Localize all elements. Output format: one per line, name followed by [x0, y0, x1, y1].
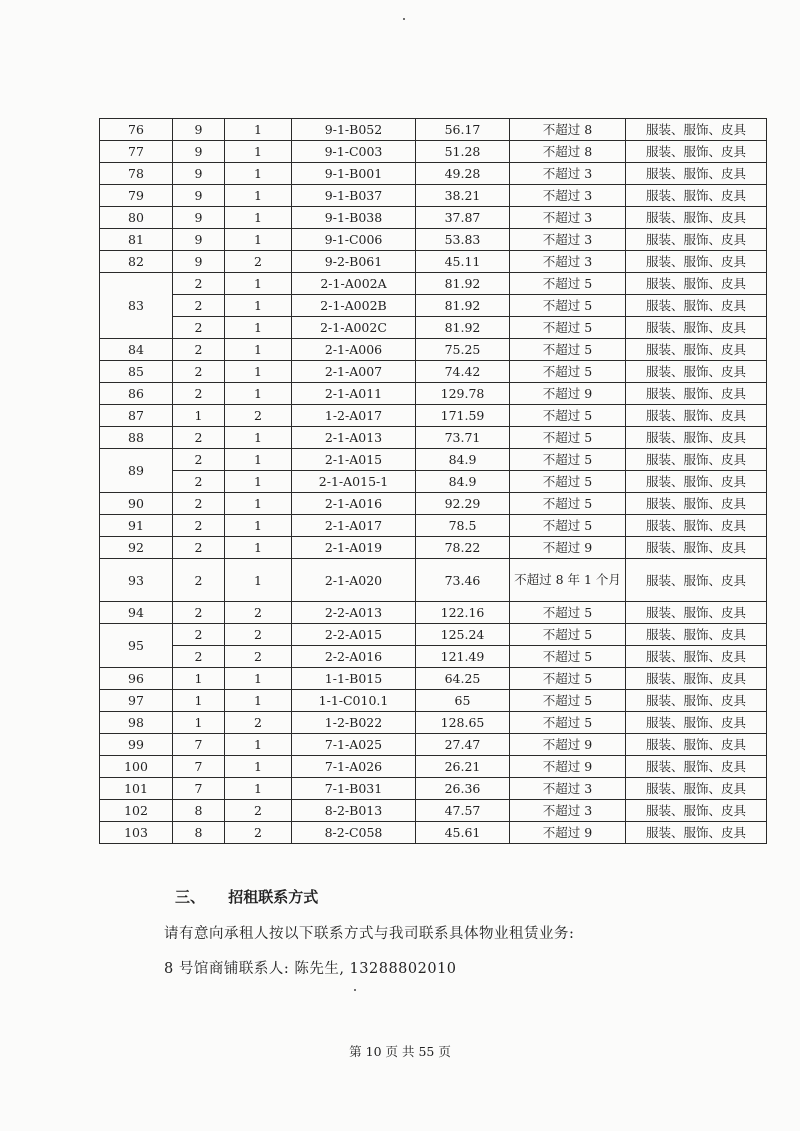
- row-number-cell: 77: [100, 141, 173, 163]
- lease-term-cell: 不超过 3: [510, 229, 626, 251]
- table-row: [100, 405, 767, 427]
- unit-code-cell: 9-2-B061: [292, 251, 416, 273]
- usage-cell: 服装、服饰、皮具: [626, 756, 767, 778]
- building-cell: 2: [173, 537, 225, 559]
- unit-code-cell: 2-1-A017: [292, 515, 416, 537]
- usage-cell: 服装、服饰、皮具: [626, 119, 767, 141]
- row-number-cell: 85: [100, 361, 173, 383]
- row-number-cell: 91: [100, 515, 173, 537]
- unit-code-cell: 2-2-A013: [292, 602, 416, 624]
- unit-code-cell: 2-1-A013: [292, 427, 416, 449]
- table-row: [100, 559, 767, 602]
- building-cell: 2: [173, 515, 225, 537]
- floor-cell: 1: [225, 690, 292, 712]
- building-cell: 2: [173, 602, 225, 624]
- table-row: [100, 339, 767, 361]
- row-number-cell: 93: [100, 559, 173, 602]
- lease-term-cell: 不超过 3: [510, 778, 626, 800]
- table-row: [100, 427, 767, 449]
- lease-term-cell: 不超过 3: [510, 207, 626, 229]
- lease-term-cell: 不超过 5: [510, 624, 626, 646]
- building-cell: 9: [173, 163, 225, 185]
- floor-cell: 2: [225, 602, 292, 624]
- table-row: [100, 207, 767, 229]
- area-cell: 26.36: [416, 778, 510, 800]
- unit-code-cell: 2-2-A015: [292, 624, 416, 646]
- floor-cell: 1: [225, 163, 292, 185]
- area-cell: 47.57: [416, 800, 510, 822]
- usage-cell: 服装、服饰、皮具: [626, 185, 767, 207]
- unit-code-cell: 2-1-A006: [292, 339, 416, 361]
- lease-table-body: [100, 119, 767, 844]
- table-row: [100, 493, 767, 515]
- floor-cell: 1: [225, 537, 292, 559]
- lease-term-cell: 不超过 5: [510, 273, 626, 295]
- table-row: [100, 734, 767, 756]
- usage-cell: 服装、服饰、皮具: [626, 712, 767, 734]
- building-cell: 2: [173, 273, 225, 295]
- lease-term-cell: 不超过 9: [510, 537, 626, 559]
- lease-term-cell: 不超过 5: [510, 493, 626, 515]
- area-cell: 171.59: [416, 405, 510, 427]
- area-cell: 51.28: [416, 141, 510, 163]
- area-cell: 56.17: [416, 119, 510, 141]
- table-row: [100, 471, 767, 493]
- building-cell: 2: [173, 471, 225, 493]
- area-cell: 74.42: [416, 361, 510, 383]
- building-cell: 2: [173, 317, 225, 339]
- unit-code-cell: 2-1-A011: [292, 383, 416, 405]
- usage-cell: 服装、服饰、皮具: [626, 273, 767, 295]
- building-cell: 9: [173, 119, 225, 141]
- usage-cell: 服装、服饰、皮具: [626, 449, 767, 471]
- lease-term-cell: 不超过 5: [510, 339, 626, 361]
- floor-cell: 1: [225, 141, 292, 163]
- table-row: [100, 251, 767, 273]
- lease-term-cell: 不超过 5: [510, 602, 626, 624]
- lease-term-cell: 不超过 5: [510, 668, 626, 690]
- building-cell: 7: [173, 778, 225, 800]
- usage-cell: 服装、服饰、皮具: [626, 471, 767, 493]
- unit-code-cell: 8-2-B013: [292, 800, 416, 822]
- usage-cell: 服装、服饰、皮具: [626, 207, 767, 229]
- unit-code-cell: 7-1-A026: [292, 756, 416, 778]
- unit-code-cell: 2-1-A020: [292, 559, 416, 602]
- usage-cell: 服装、服饰、皮具: [626, 646, 767, 668]
- area-cell: 53.83: [416, 229, 510, 251]
- table-row: [100, 295, 767, 317]
- row-number-cell: 78: [100, 163, 173, 185]
- area-cell: 26.21: [416, 756, 510, 778]
- floor-cell: 1: [225, 361, 292, 383]
- table-row: [100, 822, 767, 844]
- unit-code-cell: 8-2-C058: [292, 822, 416, 844]
- unit-code-cell: 7-1-A025: [292, 734, 416, 756]
- table-row: [100, 141, 767, 163]
- usage-cell: 服装、服饰、皮具: [626, 405, 767, 427]
- building-cell: 7: [173, 734, 225, 756]
- floor-cell: 1: [225, 559, 292, 602]
- building-cell: 1: [173, 690, 225, 712]
- area-cell: 81.92: [416, 273, 510, 295]
- floor-cell: 2: [225, 624, 292, 646]
- usage-cell: 服装、服饰、皮具: [626, 734, 767, 756]
- table-row: [100, 163, 767, 185]
- lease-term-cell: 不超过 9: [510, 756, 626, 778]
- lease-term-cell: 不超过 5: [510, 405, 626, 427]
- floor-cell: 1: [225, 427, 292, 449]
- floor-cell: 1: [225, 185, 292, 207]
- building-cell: 9: [173, 251, 225, 273]
- area-cell: 49.28: [416, 163, 510, 185]
- usage-cell: 服装、服饰、皮具: [626, 361, 767, 383]
- table-row: [100, 756, 767, 778]
- building-cell: 2: [173, 559, 225, 602]
- unit-code-cell: 1-1-B015: [292, 668, 416, 690]
- building-cell: 9: [173, 141, 225, 163]
- unit-code-cell: 9-1-B052: [292, 119, 416, 141]
- usage-cell: 服装、服饰、皮具: [626, 493, 767, 515]
- usage-cell: 服装、服饰、皮具: [626, 163, 767, 185]
- row-number-cell: 103: [100, 822, 173, 844]
- building-cell: 9: [173, 185, 225, 207]
- row-number-cell: 100: [100, 756, 173, 778]
- row-number-cell: 86: [100, 383, 173, 405]
- unit-code-cell: 2-1-A002C: [292, 317, 416, 339]
- section-heading: [175, 886, 318, 907]
- unit-code-cell: 1-2-A017: [292, 405, 416, 427]
- unit-code-cell: 9-1-B038: [292, 207, 416, 229]
- table-row: [100, 515, 767, 537]
- building-cell: 2: [173, 646, 225, 668]
- lease-term-cell: 不超过 5: [510, 515, 626, 537]
- page-footer: 第 10 页 共 55 页: [349, 1044, 451, 1059]
- row-number-cell: 89: [100, 449, 173, 493]
- row-number-cell: 99: [100, 734, 173, 756]
- unit-code-cell: 1-1-C010.1: [292, 690, 416, 712]
- table-row: [100, 229, 767, 251]
- building-cell: 1: [173, 668, 225, 690]
- table-row: [100, 624, 767, 646]
- floor-cell: 1: [225, 229, 292, 251]
- usage-cell: 服装、服饰、皮具: [626, 559, 767, 602]
- lease-term-cell: 不超过 5: [510, 295, 626, 317]
- area-cell: 129.78: [416, 383, 510, 405]
- lease-term-cell: 不超过 3: [510, 800, 626, 822]
- area-cell: 45.11: [416, 251, 510, 273]
- table-row: [100, 383, 767, 405]
- floor-cell: 1: [225, 734, 292, 756]
- floor-cell: 1: [225, 207, 292, 229]
- table-row: [100, 690, 767, 712]
- floor-cell: 2: [225, 712, 292, 734]
- row-number-cell: 98: [100, 712, 173, 734]
- table-row: [100, 712, 767, 734]
- building-cell: 2: [173, 493, 225, 515]
- area-cell: 65: [416, 690, 510, 712]
- area-cell: 122.16: [416, 602, 510, 624]
- floor-cell: 1: [225, 493, 292, 515]
- table-row: [100, 361, 767, 383]
- area-cell: 45.61: [416, 822, 510, 844]
- table-row: [100, 449, 767, 471]
- table-row: [100, 119, 767, 141]
- usage-cell: 服装、服饰、皮具: [626, 537, 767, 559]
- row-number-cell: 90: [100, 493, 173, 515]
- building-cell: 8: [173, 800, 225, 822]
- floor-cell: 1: [225, 515, 292, 537]
- area-cell: 37.87: [416, 207, 510, 229]
- area-cell: 78.5: [416, 515, 510, 537]
- usage-cell: 服装、服饰、皮具: [626, 515, 767, 537]
- area-cell: 128.65: [416, 712, 510, 734]
- contact-person-paragraph: 8 号馆商铺联系人: 陈先生, 13288802010: [164, 961, 457, 977]
- usage-cell: 服装、服饰、皮具: [626, 602, 767, 624]
- table-row: [100, 537, 767, 559]
- usage-cell: 服装、服饰、皮具: [626, 778, 767, 800]
- table-row: [100, 602, 767, 624]
- row-number-cell: 76: [100, 119, 173, 141]
- unit-code-cell: 9-1-B001: [292, 163, 416, 185]
- usage-cell: 服装、服饰、皮具: [626, 339, 767, 361]
- floor-cell: 2: [225, 800, 292, 822]
- usage-cell: 服装、服饰、皮具: [626, 800, 767, 822]
- lease-term-cell: 不超过 5: [510, 646, 626, 668]
- unit-code-cell: 1-2-B022: [292, 712, 416, 734]
- table-row: [100, 317, 767, 339]
- building-cell: 2: [173, 339, 225, 361]
- floor-cell: 1: [225, 119, 292, 141]
- row-number-cell: 79: [100, 185, 173, 207]
- unit-code-cell: 9-1-C006: [292, 229, 416, 251]
- unit-code-cell: 2-1-A016: [292, 493, 416, 515]
- building-cell: 9: [173, 207, 225, 229]
- lease-term-cell: 不超过 5: [510, 317, 626, 339]
- floor-cell: 1: [225, 317, 292, 339]
- area-cell: 81.92: [416, 317, 510, 339]
- lease-term-cell: 不超过 8 年 1 个月: [510, 559, 626, 602]
- usage-cell: 服装、服饰、皮具: [626, 251, 767, 273]
- floor-cell: 1: [225, 449, 292, 471]
- unit-code-cell: 2-1-A002A: [292, 273, 416, 295]
- table-row: [100, 778, 767, 800]
- usage-cell: 服装、服饰、皮具: [626, 295, 767, 317]
- building-cell: 2: [173, 427, 225, 449]
- usage-cell: 服装、服饰、皮具: [626, 383, 767, 405]
- table-row: [100, 668, 767, 690]
- table-row: [100, 646, 767, 668]
- table-row: [100, 273, 767, 295]
- building-cell: 2: [173, 624, 225, 646]
- lease-term-cell: 不超过 5: [510, 712, 626, 734]
- area-cell: 27.47: [416, 734, 510, 756]
- area-cell: 84.9: [416, 449, 510, 471]
- unit-code-cell: 2-2-A016: [292, 646, 416, 668]
- usage-cell: 服装、服饰、皮具: [626, 822, 767, 844]
- row-number-cell: 92: [100, 537, 173, 559]
- usage-cell: 服装、服饰、皮具: [626, 427, 767, 449]
- area-cell: 121.49: [416, 646, 510, 668]
- building-cell: 1: [173, 712, 225, 734]
- floor-cell: 2: [225, 405, 292, 427]
- area-cell: 75.25: [416, 339, 510, 361]
- row-number-cell: 97: [100, 690, 173, 712]
- section-number: 三、: [175, 888, 206, 906]
- floor-cell: 1: [225, 383, 292, 405]
- lease-term-cell: 不超过 5: [510, 449, 626, 471]
- table-row: [100, 800, 767, 822]
- building-cell: 1: [173, 405, 225, 427]
- unit-code-cell: 7-1-B031: [292, 778, 416, 800]
- building-cell: 2: [173, 295, 225, 317]
- lease-term-cell: 不超过 5: [510, 690, 626, 712]
- area-cell: 125.24: [416, 624, 510, 646]
- scan-speck: [403, 18, 405, 20]
- building-cell: 2: [173, 449, 225, 471]
- lease-term-cell: 不超过 9: [510, 383, 626, 405]
- row-number-cell: 102: [100, 800, 173, 822]
- area-cell: 73.71: [416, 427, 510, 449]
- building-cell: 2: [173, 383, 225, 405]
- lease-term-cell: 不超过 8: [510, 141, 626, 163]
- row-number-cell: 101: [100, 778, 173, 800]
- floor-cell: 1: [225, 339, 292, 361]
- unit-code-cell: 2-1-A002B: [292, 295, 416, 317]
- lease-term-cell: 不超过 3: [510, 251, 626, 273]
- floor-cell: 1: [225, 778, 292, 800]
- row-number-cell: 94: [100, 602, 173, 624]
- usage-cell: 服装、服饰、皮具: [626, 229, 767, 251]
- contact-instruction-paragraph: 请有意向承租人按以下联系方式与我司联系具体物业租赁业务:: [164, 926, 575, 942]
- area-cell: 81.92: [416, 295, 510, 317]
- usage-cell: 服装、服饰、皮具: [626, 624, 767, 646]
- row-number-cell: 88: [100, 427, 173, 449]
- area-cell: 73.46: [416, 559, 510, 602]
- floor-cell: 1: [225, 471, 292, 493]
- row-number-cell: 83: [100, 273, 173, 339]
- building-cell: 9: [173, 229, 225, 251]
- area-cell: 92.29: [416, 493, 510, 515]
- unit-code-cell: 2-1-A015: [292, 449, 416, 471]
- unit-code-cell: 2-1-A007: [292, 361, 416, 383]
- floor-cell: 1: [225, 295, 292, 317]
- row-number-cell: 81: [100, 229, 173, 251]
- floor-cell: 2: [225, 822, 292, 844]
- usage-cell: 服装、服饰、皮具: [626, 690, 767, 712]
- scan-speck: [354, 989, 356, 991]
- unit-code-cell: 9-1-B037: [292, 185, 416, 207]
- building-cell: 8: [173, 822, 225, 844]
- lease-table: [99, 118, 767, 844]
- row-number-cell: 87: [100, 405, 173, 427]
- lease-term-cell: 不超过 5: [510, 471, 626, 493]
- unit-code-cell: 2-1-A015-1: [292, 471, 416, 493]
- unit-code-cell: 9-1-C003: [292, 141, 416, 163]
- row-number-cell: 96: [100, 668, 173, 690]
- area-cell: 84.9: [416, 471, 510, 493]
- unit-code-cell: 2-1-A019: [292, 537, 416, 559]
- building-cell: 7: [173, 756, 225, 778]
- floor-cell: 1: [225, 756, 292, 778]
- floor-cell: 2: [225, 646, 292, 668]
- usage-cell: 服装、服饰、皮具: [626, 141, 767, 163]
- area-cell: 78.22: [416, 537, 510, 559]
- floor-cell: 1: [225, 668, 292, 690]
- row-number-cell: 95: [100, 624, 173, 668]
- lease-term-cell: 不超过 3: [510, 163, 626, 185]
- table-row: [100, 185, 767, 207]
- usage-cell: 服装、服饰、皮具: [626, 317, 767, 339]
- area-cell: 38.21: [416, 185, 510, 207]
- lease-term-cell: 不超过 8: [510, 119, 626, 141]
- lease-term-cell: 不超过 9: [510, 822, 626, 844]
- section-title: 招租联系方式: [228, 888, 319, 906]
- lease-term-cell: 不超过 3: [510, 185, 626, 207]
- lease-term-cell: 不超过 5: [510, 361, 626, 383]
- row-number-cell: 82: [100, 251, 173, 273]
- floor-cell: 2: [225, 251, 292, 273]
- usage-cell: 服装、服饰、皮具: [626, 668, 767, 690]
- building-cell: 2: [173, 361, 225, 383]
- area-cell: 64.25: [416, 668, 510, 690]
- floor-cell: 1: [225, 273, 292, 295]
- lease-term-cell: 不超过 5: [510, 427, 626, 449]
- lease-term-cell: 不超过 9: [510, 734, 626, 756]
- row-number-cell: 84: [100, 339, 173, 361]
- row-number-cell: 80: [100, 207, 173, 229]
